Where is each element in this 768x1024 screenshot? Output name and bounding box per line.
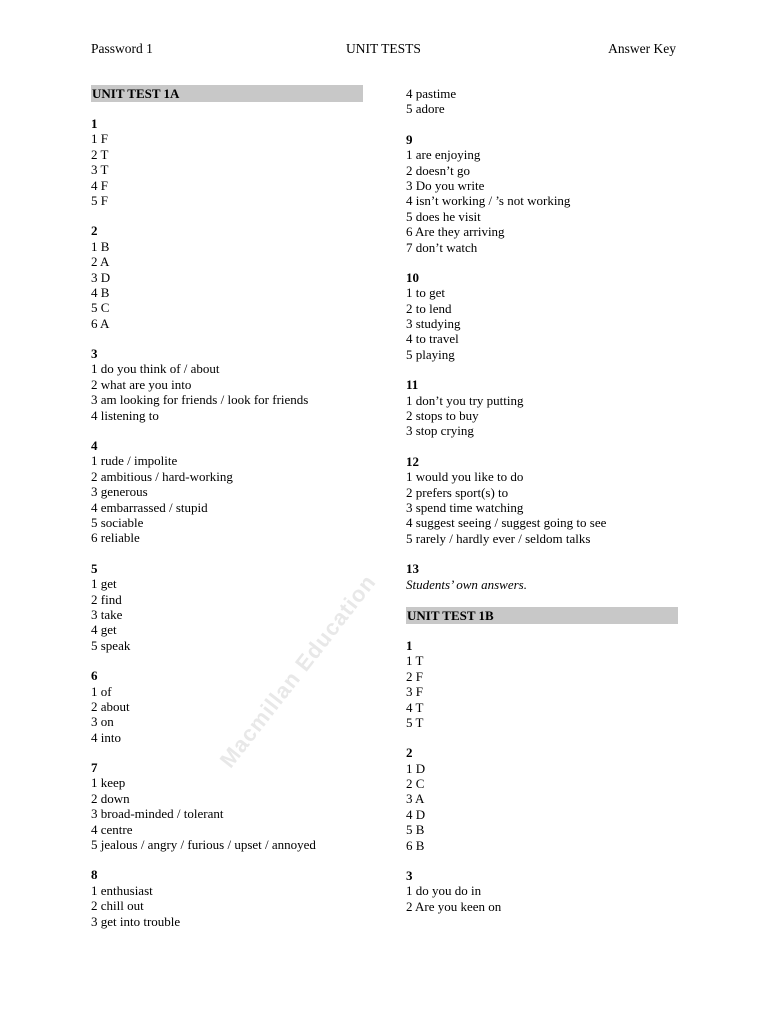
exercise-number: 8	[91, 867, 98, 883]
exercise-2	[406, 745, 678, 853]
answer-line: 4 D	[406, 806, 426, 822]
unit-1a-answers	[91, 116, 363, 929]
exercise-number: 3	[91, 346, 98, 362]
exercise-12	[406, 454, 678, 546]
answer-line: 3 take	[91, 606, 123, 622]
answer-line: 6 Are they arriving	[406, 224, 505, 240]
exercise-2	[91, 223, 363, 331]
answer-line: 5 does he visit	[406, 208, 481, 224]
exercise-10	[406, 270, 678, 362]
answer-line: 4 listening to	[91, 407, 159, 423]
answer-line: 1 rude / impolite	[91, 453, 178, 469]
answer-line: 5 speak	[91, 637, 131, 653]
answer-line: 1 are enjoying	[406, 147, 481, 163]
exercise-13	[406, 561, 678, 592]
header-book-title: Password 1	[91, 41, 153, 56]
answer-line: 2 chill out	[91, 898, 144, 914]
answer-line: 2 Are you keen on	[406, 898, 502, 914]
answer-line: 1 keep	[91, 775, 126, 791]
answer-line: 4 F	[91, 177, 108, 193]
left-column	[91, 85, 363, 944]
answer-line: 2 down	[91, 790, 130, 806]
exercise-9	[406, 132, 678, 255]
answer-line: 4 centre	[91, 821, 133, 837]
exercise-number: 9	[406, 131, 413, 147]
answer-line: 2 to lend	[406, 300, 452, 316]
unit-1b-answers	[406, 638, 678, 914]
exercise-number: 10	[406, 269, 419, 285]
answer-line: 3 spend time watching	[406, 499, 524, 515]
answer-line: 2 T	[91, 146, 109, 162]
exercise-number: 4	[91, 438, 98, 454]
exercise-number: 11	[406, 377, 419, 393]
exercise-11	[406, 377, 678, 439]
answer-line: 4 get	[91, 622, 117, 638]
answer-line: 4 embarrassed / stupid	[91, 499, 208, 515]
answer-line: 4 to travel	[406, 331, 459, 347]
answer-line: 5 jealous / angry / furious / upset / annoyed	[91, 837, 316, 853]
answer-line: 4 isn’t working / ’s not working	[406, 193, 571, 209]
answer-line: 2 about	[91, 698, 130, 714]
answer-line: 3 A	[406, 791, 425, 807]
answer-line: 1 enthusiast	[91, 882, 153, 898]
exercise-8	[91, 867, 363, 929]
answer-line: 1 B	[91, 238, 110, 254]
exercise-number: 3	[406, 868, 413, 884]
answer-line: 5 T	[406, 714, 424, 730]
answer-line: 3 D	[91, 269, 111, 285]
exercise-7	[91, 760, 363, 852]
exercise-number: 1	[91, 116, 98, 131]
answer-line: 3 on	[91, 714, 114, 730]
answer-line: 6 B	[406, 837, 425, 853]
answer-line: 3 stop crying	[406, 423, 474, 439]
answer-line: 4 suggest seeing / suggest going to see	[406, 515, 607, 531]
answer-line: 5 B	[406, 822, 425, 838]
answer-line: 1 get	[91, 576, 117, 592]
exercise-number: 2	[406, 745, 413, 761]
answer-line: 3 generous	[91, 484, 148, 500]
answer-line: 7 don’t watch	[406, 239, 478, 255]
answer-line: 3 F	[406, 684, 423, 700]
right-column	[406, 86, 678, 929]
exercise-number: 2	[91, 223, 98, 239]
exercise-1	[406, 638, 678, 730]
answer-line: 1 do you think of / about	[91, 361, 220, 377]
unit-test-1a-heading: UNIT TEST 1A	[91, 85, 363, 102]
answer-line: 2 what are you into	[91, 376, 192, 392]
answer-line: 2 find	[91, 591, 122, 607]
answer-line: 3 get into trouble	[91, 913, 181, 929]
unit-test-1b-heading: UNIT TEST 1B	[406, 607, 678, 624]
answer-line: 1 F	[91, 131, 108, 147]
answer-line: 2 ambitious / hard-working	[91, 468, 233, 484]
unit-1a-answers-continued	[406, 132, 678, 592]
page-header	[91, 41, 676, 59]
exercise-1	[91, 116, 363, 208]
exercise-6	[91, 668, 363, 745]
answer-line: Students’ own answers.	[406, 576, 527, 592]
answer-line: 5 F	[91, 192, 108, 208]
exercise-number: 7	[91, 760, 98, 776]
answer-line: 3 broad-minded / tolerant	[91, 806, 224, 822]
answer-line: 1 D	[406, 760, 426, 776]
exercise-5	[91, 561, 363, 653]
answer-line: 2 F	[406, 668, 423, 684]
exercise-number: 12	[406, 453, 419, 469]
answer-line: 5 rarely / hardly ever / seldom talks	[406, 530, 591, 546]
answer-line: 6 A	[91, 315, 110, 331]
exercise-3	[406, 868, 678, 914]
exercise-number: 6	[91, 668, 98, 684]
answer-line: 3 am looking for friends / look for friends	[91, 392, 309, 408]
answer-line: 1 do you do in	[406, 883, 482, 899]
answer-line: 5 C	[91, 300, 110, 316]
exercise-number: 1	[406, 637, 413, 653]
exercise-4	[91, 438, 363, 546]
answer-line: 4 T	[406, 699, 424, 715]
answer-line: 1 T	[406, 653, 424, 669]
answer-line: 4 into	[91, 729, 121, 745]
exercise-number: 13	[406, 561, 419, 577]
answer-line: 1 of	[91, 683, 112, 699]
answer-line: 2 A	[91, 254, 110, 270]
continued-answers	[406, 86, 678, 117]
answer-line: 6 reliable	[91, 530, 140, 546]
header-section-title: UNIT TESTS	[346, 41, 421, 56]
answer-line: 2 doesn’t go	[406, 162, 471, 178]
answer-line: 1 would you like to do	[406, 469, 524, 485]
answer-line: 4 pastime	[406, 86, 457, 101]
publisher-watermark: Macmillan Education	[214, 569, 381, 773]
answer-line: 2 stops to buy	[406, 408, 479, 424]
answer-line: 3 Do you write	[406, 177, 485, 193]
answer-line: 2 C	[406, 776, 425, 792]
answer-line: 4 B	[91, 284, 110, 300]
answer-line: 1 don’t you try putting	[406, 392, 524, 408]
answer-line: 1 to get	[406, 285, 445, 301]
answer-line: 3 studying	[406, 316, 461, 332]
answer-line: 2 prefers sport(s) to	[406, 484, 509, 500]
answer-line: 5 sociable	[91, 514, 144, 530]
exercise-3	[91, 346, 363, 423]
answer-line: 5 adore	[406, 101, 445, 117]
answer-line: 3 T	[91, 162, 109, 178]
exercise-number: 5	[91, 560, 98, 576]
header-doc-type: Answer Key	[608, 41, 676, 56]
answer-line: 5 playing	[406, 346, 455, 362]
